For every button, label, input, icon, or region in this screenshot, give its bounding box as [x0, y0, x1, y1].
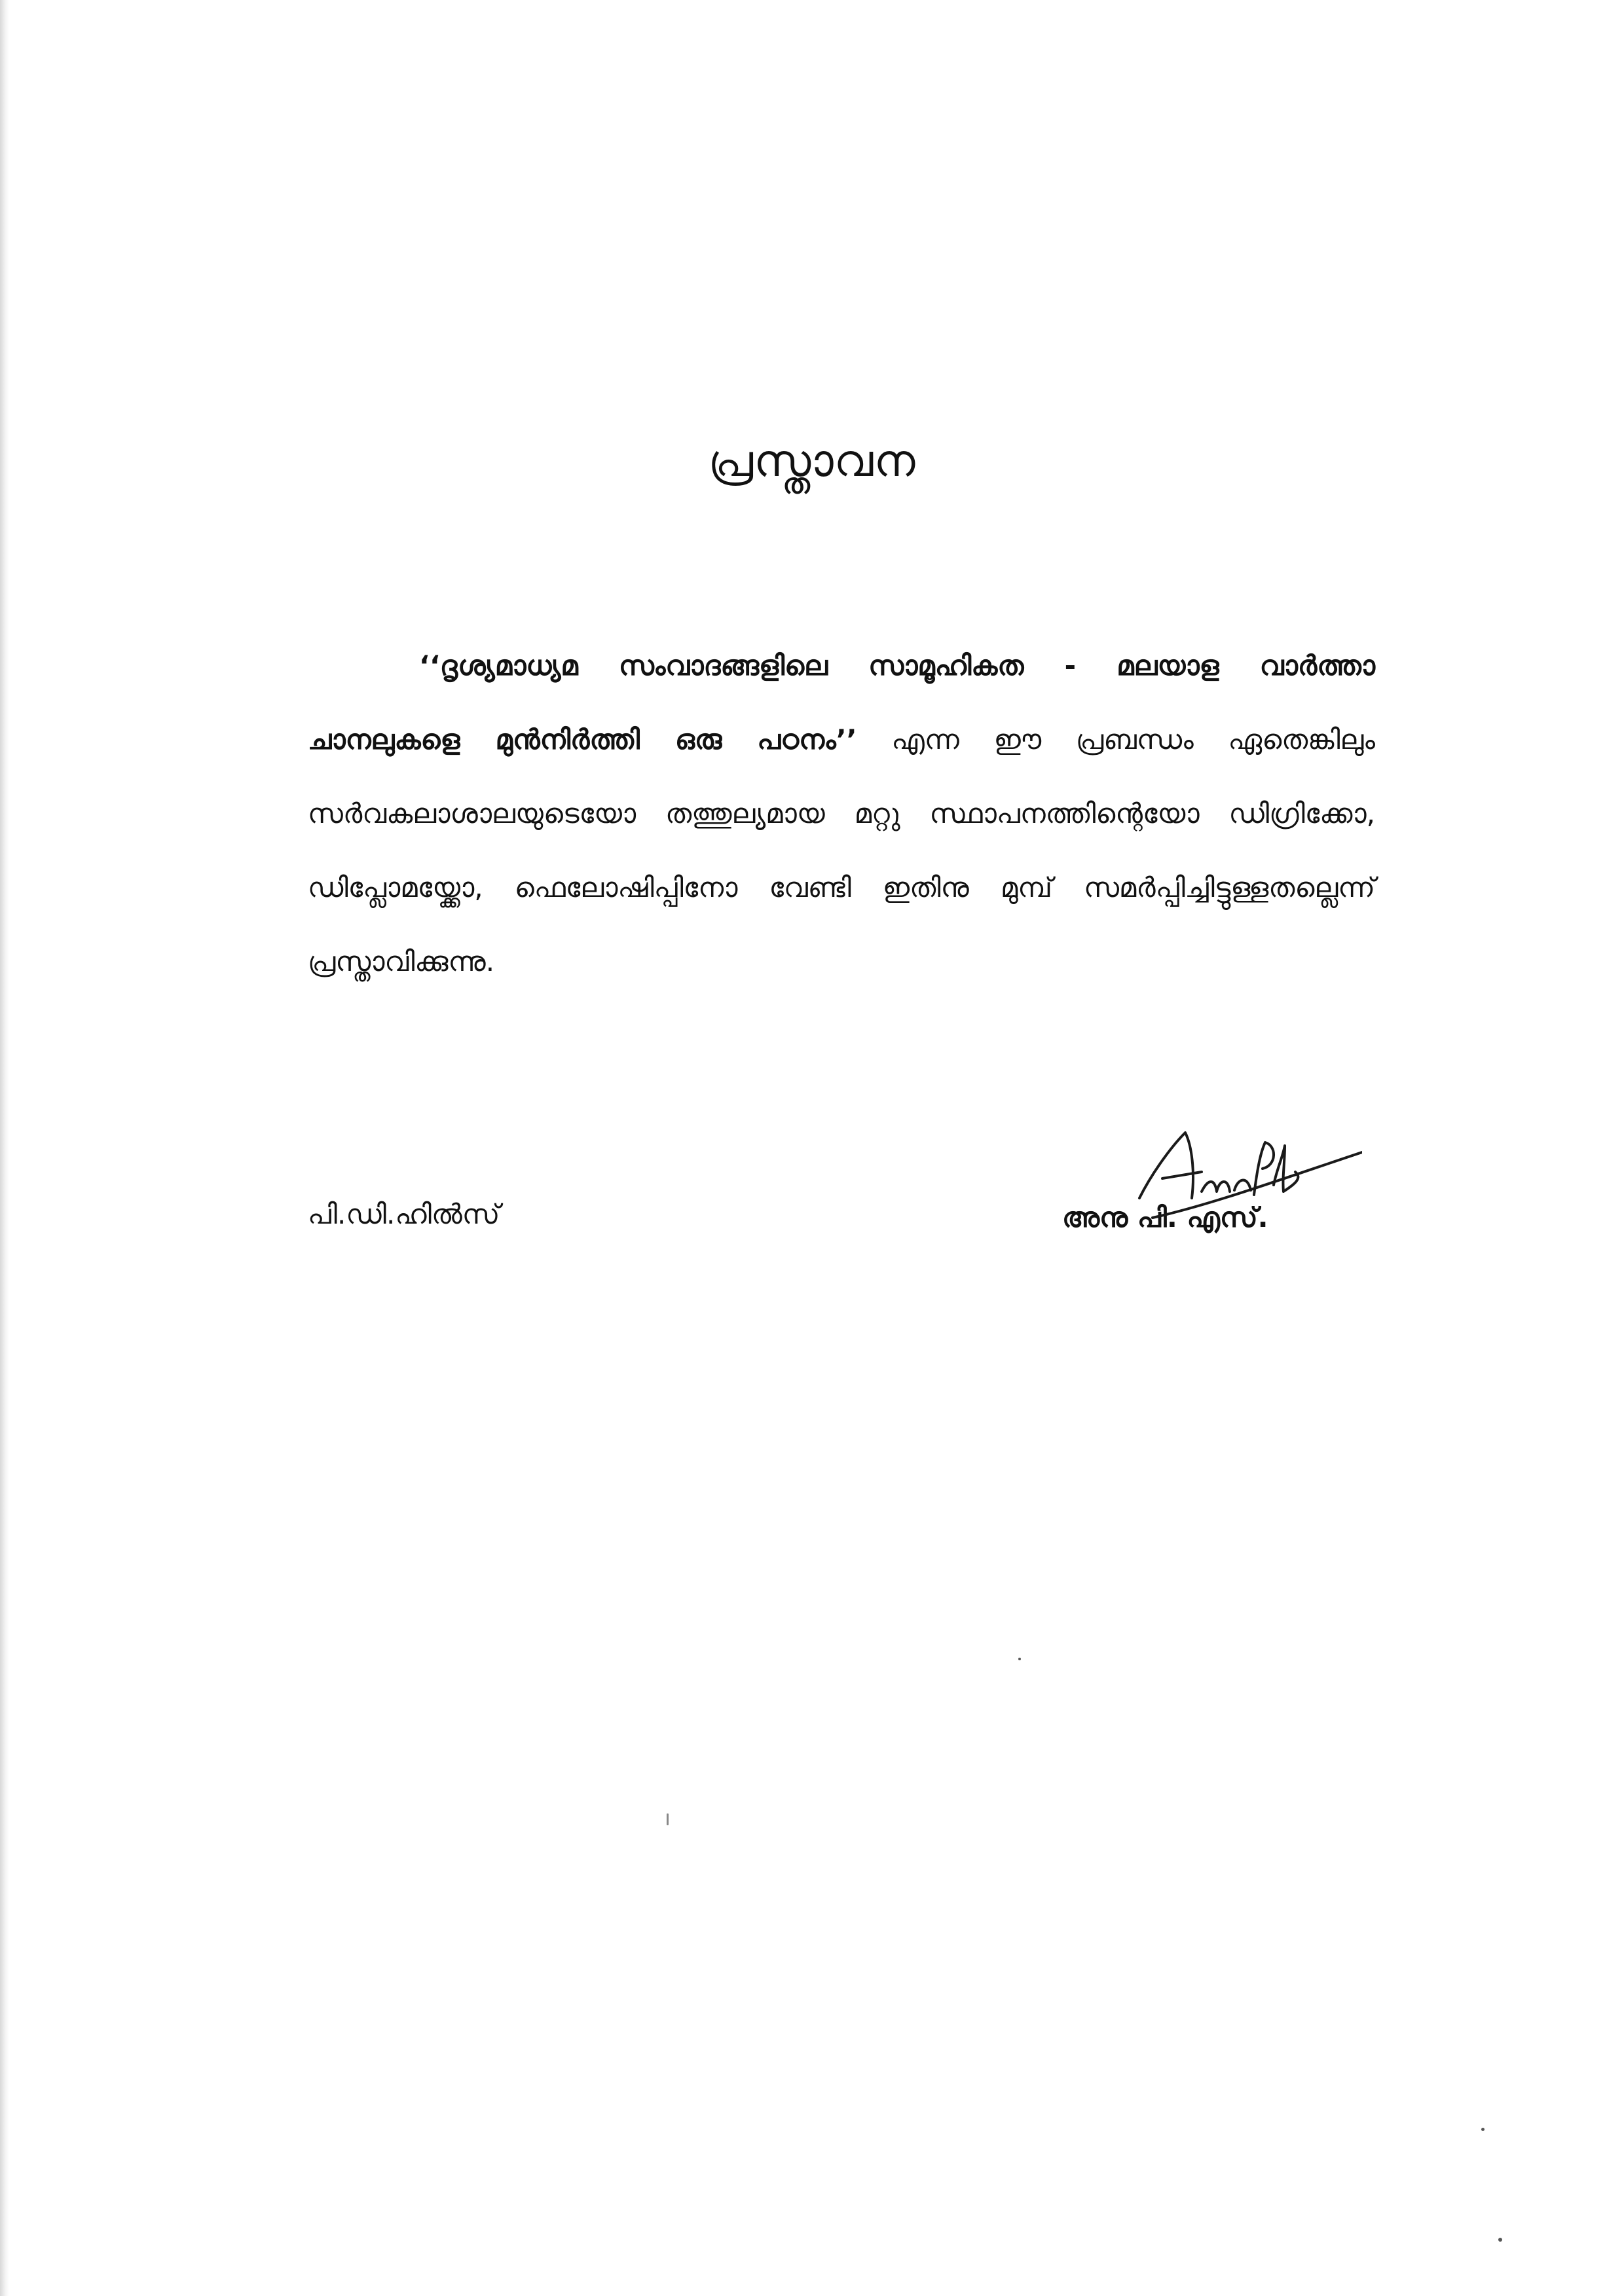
declaration-text: എന്ന ഈ പ്രബന്ധം ഏതെങ്കിലും സർവകലാശാലയുടെയോ തത്തുല്യമായ മറ്റു സ്ഥാപനത്തിന്റെയോ ഡിഗ്രിക്കോ, ഡിപ്ലോമയ്ക്കോ, ഫെലോഷിപ്പിനോ വേണ്ടി ഇതിനു മുമ്പ് സമർപ്പിച്ചിട്ടുള്ളതല്ലെന്ന് പ്രസ്താവിക്കുന്നു.	[308, 723, 1375, 977]
scan-edge	[0, 0, 9, 2296]
scan-speck	[667, 1813, 669, 1825]
page-title: പ്രസ്താവന	[708, 435, 916, 487]
place-label: പി.ഡി.ഹിൽസ്	[308, 1198, 500, 1230]
scan-speck	[1498, 2238, 1502, 2242]
handwritten-signature	[1113, 1106, 1362, 1231]
scan-speck	[1481, 2128, 1485, 2131]
scan-speck	[1018, 1658, 1021, 1660]
author-name: അനു പി. എസ്.	[1062, 1201, 1268, 1233]
declaration-paragraph	[308, 629, 1375, 998]
thesis-title-quote: ‘‘ദൃശ്യമാധ്യമ സംവാദങ്ങളിലെ സാമൂഹികത - മലയാള വാർത്താ ചാനലുകളെ മുൻനിർത്തി ഒരു പഠനം’’	[308, 649, 1375, 756]
